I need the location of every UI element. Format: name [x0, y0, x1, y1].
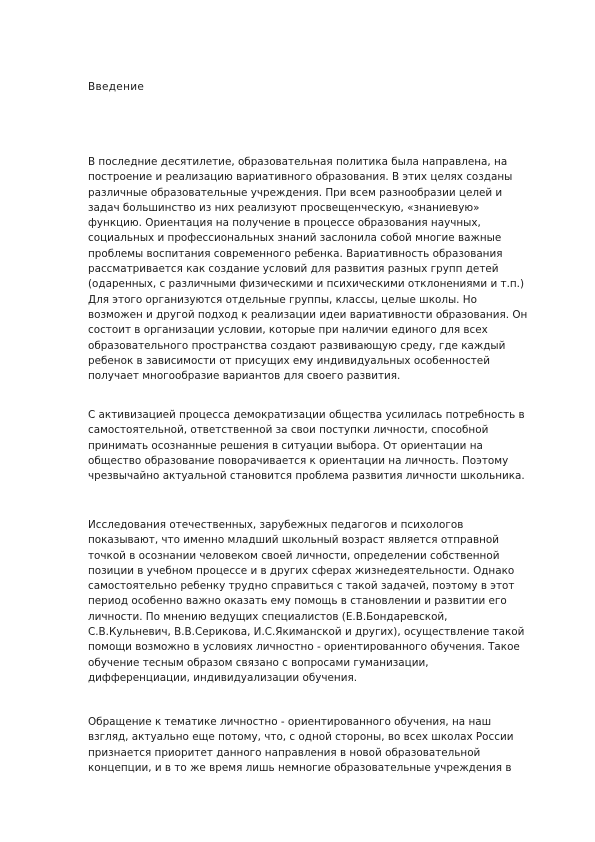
paragraph-line: Исследования отечественных, зарубежных педагогов и психологов — [88, 519, 464, 531]
paragraph-4 — [88, 715, 536, 776]
paragraph-line: дифференциации, индивидуализации обучения. — [88, 671, 358, 684]
paragraph-line: принимать осознанные решения в ситуации выбора. От ориентации на — [88, 439, 483, 452]
paragraph-line: концепции, и в то же время лишь немногие образовательные учреждения в — [88, 761, 512, 774]
paragraph-3 — [88, 518, 536, 686]
paragraph-line: самостоятельной, ответственной за свои поступки личности, способной — [88, 424, 489, 437]
paragraph-line: самостоятельно ребенку трудно справиться с такой задачей, поэтому в этот — [88, 580, 515, 593]
paragraph-line: С активизацией процесса демократизации общества усилилась потребность в — [88, 409, 525, 421]
paragraph-line: Обращение к тематике личностно - ориентированного обучения, на наш — [88, 716, 492, 728]
paragraph-line: показывают, что именно младший школьный возраст является отправной — [88, 534, 500, 547]
document-heading: Введение — [88, 81, 145, 93]
paragraph-line: общество образование поворачивается к ориентации на личность. Поэтому — [88, 454, 509, 467]
paragraph-line: проблемы воспитания современного ребенка. Вариативность образования — [88, 247, 503, 260]
paragraph-line: В последние десятилетие, образовательная политика была направлена, на — [88, 156, 508, 168]
paragraph-2 — [88, 408, 536, 484]
paragraph-line: образовательного пространства создают развивающую среду, где каждый — [88, 339, 506, 352]
paragraph-line: социальных и профессиональных знаний заслонила собой многие важные — [88, 232, 502, 245]
paragraph-line: состоит в организации условии, которые при наличии единого для всех — [88, 324, 488, 337]
paragraph-line: взгляд, актуально еще потому, что, с одной стороны, во всех школах России — [88, 731, 514, 744]
paragraph-line: задач большинство из них реализуют просвещенческую, «знаниевую» — [88, 201, 480, 214]
paragraph-line: Для этого организуются отдельные группы, классы, целые школы. Но — [88, 293, 477, 306]
paragraph-line: различные образовательные учреждения. При всем разнообразии целей и — [88, 186, 503, 199]
paragraph-line: позиции в учебном процессе и в других сферах жизнедеятельности. Однако — [88, 564, 515, 577]
paragraph-line: точкой в осознании человеком своей личности, определении собственной — [88, 549, 500, 562]
paragraph-line: признается приоритет данного направления в новой образовательной — [88, 746, 481, 759]
paragraph-line: чрезвычайно актуальной становится проблема развития личности школьника. — [88, 470, 525, 483]
paragraph-line: обучение тесным образом связано с вопросами гуманизации, — [88, 656, 429, 669]
paragraph-line: функцию. Ориентация на получение в процессе образования научных, — [88, 217, 481, 230]
paragraph-line: построение и реализацию вариативного образования. В этих целях созданы — [88, 171, 513, 184]
paragraph-line: ребенок в зависимости от присущих ему индивидуальных особенностей — [88, 354, 490, 367]
paragraph-line: получает многообразие вариантов для своего развития. — [88, 370, 401, 383]
paragraph-line: С.В.Кульневич, В.В.Серикова, И.С.Якиманской и других), осуществление такой — [88, 626, 525, 639]
paragraph-line: (одаренных, с различными физическими и психическими отклонениями и т.п.) — [88, 278, 525, 291]
paragraph-line: возможен и другой подход к реализации идеи вариативности образования. Он — [88, 308, 528, 321]
paragraph-line: личности. По мнению ведущих специалистов (Е.В.Бондаревской, — [88, 610, 448, 623]
paragraph-line: рассматривается как создание условий для развития разных групп детей — [88, 263, 499, 276]
paragraph-line: период особенно важно оказать ему помощь в становлении и развитии его — [88, 595, 507, 608]
paragraph-1 — [88, 155, 536, 384]
paragraph-line: помощи возможно в условиях личностно - ориентированного обучения. Такое — [88, 641, 520, 654]
